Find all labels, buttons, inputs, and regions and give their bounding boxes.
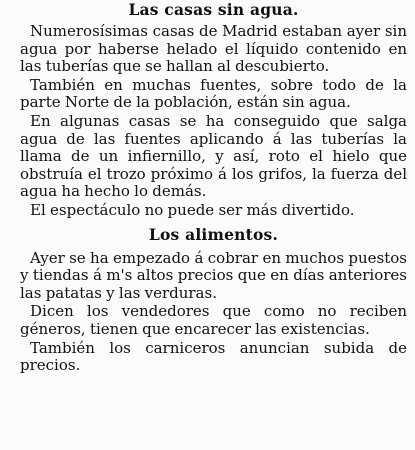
paragraph-casas-4: El espectáculo no puede ser más divertido. (30, 200, 355, 219)
paragraph-casas-3: En algunas casas se ha conseguido que salga agua de las fuentes aplicando á las tuberías la llama de un infiernillo, y así, roto el hielo que obstruía el trozo próximo á los grifos, la fuerza del agua ha hecho lo demás. (20, 111, 407, 201)
paragraph-alimentos-1: Ayer se ha empezado á cobrar en muchos puestos y tiendas á m's altos precios que en días anteriores las patatas y las verduras. (20, 248, 407, 302)
paragraph-casas-1: Numerosísimas casas de Madrid estaban ayer sin agua por haberse helado el líquido contenido en las tuberías que se hallan al descubierto. (20, 22, 407, 76)
paragraph-alimentos-3: También los carniceros anuncian subida de precios. (20, 338, 407, 375)
paragraph-alimentos-2: Dicen los vendedores que como no reciben géneros, tienen que encarecer las existencias. (20, 302, 407, 338)
paragraph-casas-2: También en muchas fuentes, sobre todo de la parte Norte de la población, están sin agua. (20, 75, 407, 112)
section-heading-casas-sin-agua: Las casas sin agua. (128, 0, 299, 19)
section-heading-alimentos: Los alimentos. (148, 224, 279, 244)
